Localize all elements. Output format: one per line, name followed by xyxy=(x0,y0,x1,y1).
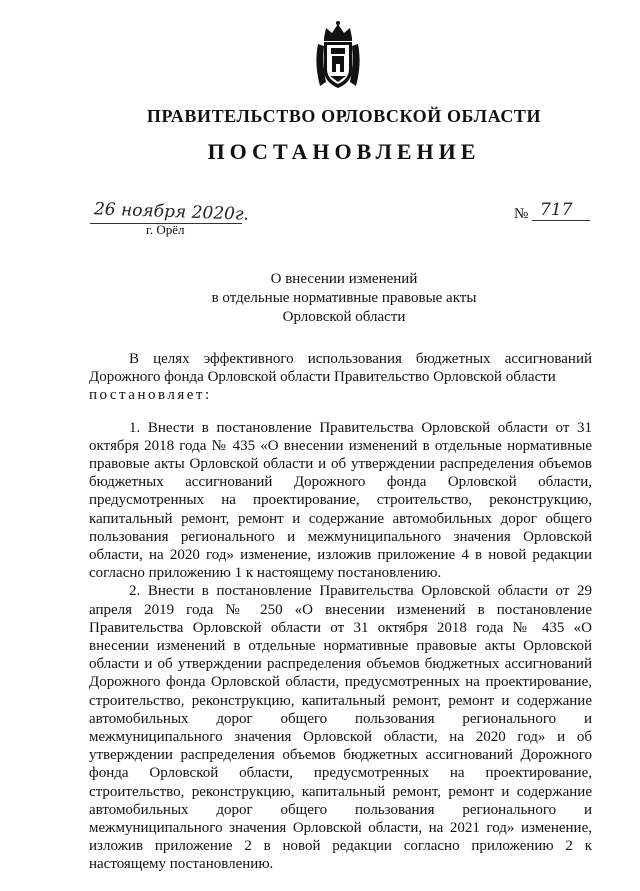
city-label: г. Орёл xyxy=(146,222,185,237)
number-underline xyxy=(532,220,590,221)
coat-of-arms-icon xyxy=(314,20,362,92)
handwritten-date: 26 ноября 2020г. xyxy=(93,199,250,225)
handwritten-number: 717 xyxy=(540,200,573,220)
document-body xyxy=(89,350,592,874)
document-type: ПОСТАНОВЛЕНИЕ xyxy=(207,139,481,164)
subject-line: О внесении изменений xyxy=(270,271,418,287)
document-subject xyxy=(24,270,640,327)
item-2-paragraph: 2. Внести в постановление Правительства Орловской области от 29 апреля 2019 года № 250 «О внесении изменений в постановление Правительства Орловской области от 31 октября 2018 года № 435 «О внесении изменений в отдельные нормативные правовые акты Орловской области и об утверждении распределения объемов бюджетных ассигнований Дорожного фонда Орловской области, предусмотренных на проектирование, строительство, реконструкцию, капитальный ремонт, ремонт и содержание автомобильных дорог общего пользования регионального и межмуниципального значения Орловской области, на 2020 год» и об утверждении распределения объемов бюджетных ассигнований Дорожного фонда Орловской области, предусмотренных на проектирование, строительство, реконструкцию, капитальный ремонт, ремонт и содержание автомобильных дорог общего пользования регионального и межмуниципального значения Орловской области, на 2021 год» изменение, изложив приложение 2 в новой редакции согласно приложению 2 к настоящему постановлению. xyxy=(89,583,592,873)
preamble-paragraph: В целях эффективного использования бюджетных ассигнований Дорожного фонда Орловской области Правительство Орловской области xyxy=(89,351,592,386)
subject-line: в отдельные нормативные правовые акты xyxy=(211,290,477,306)
number-label: № xyxy=(514,206,529,222)
item-1-paragraph: 1. Внести в постановление Правительства Орловской области от 31 октября 2018 года № 435 «О внесении изменений в отдельные нормативные правовые акты Орловской области и об утверждении распределения объемов бюджетных ассигнований Дорожного фонда Орловской области, предусмотренных на проектирование, строительство, реконструкцию, капитальный ремонт, ремонт и содержание автомобильных дорог общего пользования регионального и межмуниципального значения Орловской области, на 2020 год» изменение, изложив приложение 4 в новой редакции согласно приложению 1 к настоящему постановлению. xyxy=(89,419,592,582)
resolves-word: постановляет: xyxy=(89,387,212,404)
government-title: ПРАВИТЕЛЬСТВО ОРЛОВСКОЙ ОБЛАСТИ xyxy=(146,106,542,126)
subject-line: Орловской области xyxy=(282,309,406,325)
